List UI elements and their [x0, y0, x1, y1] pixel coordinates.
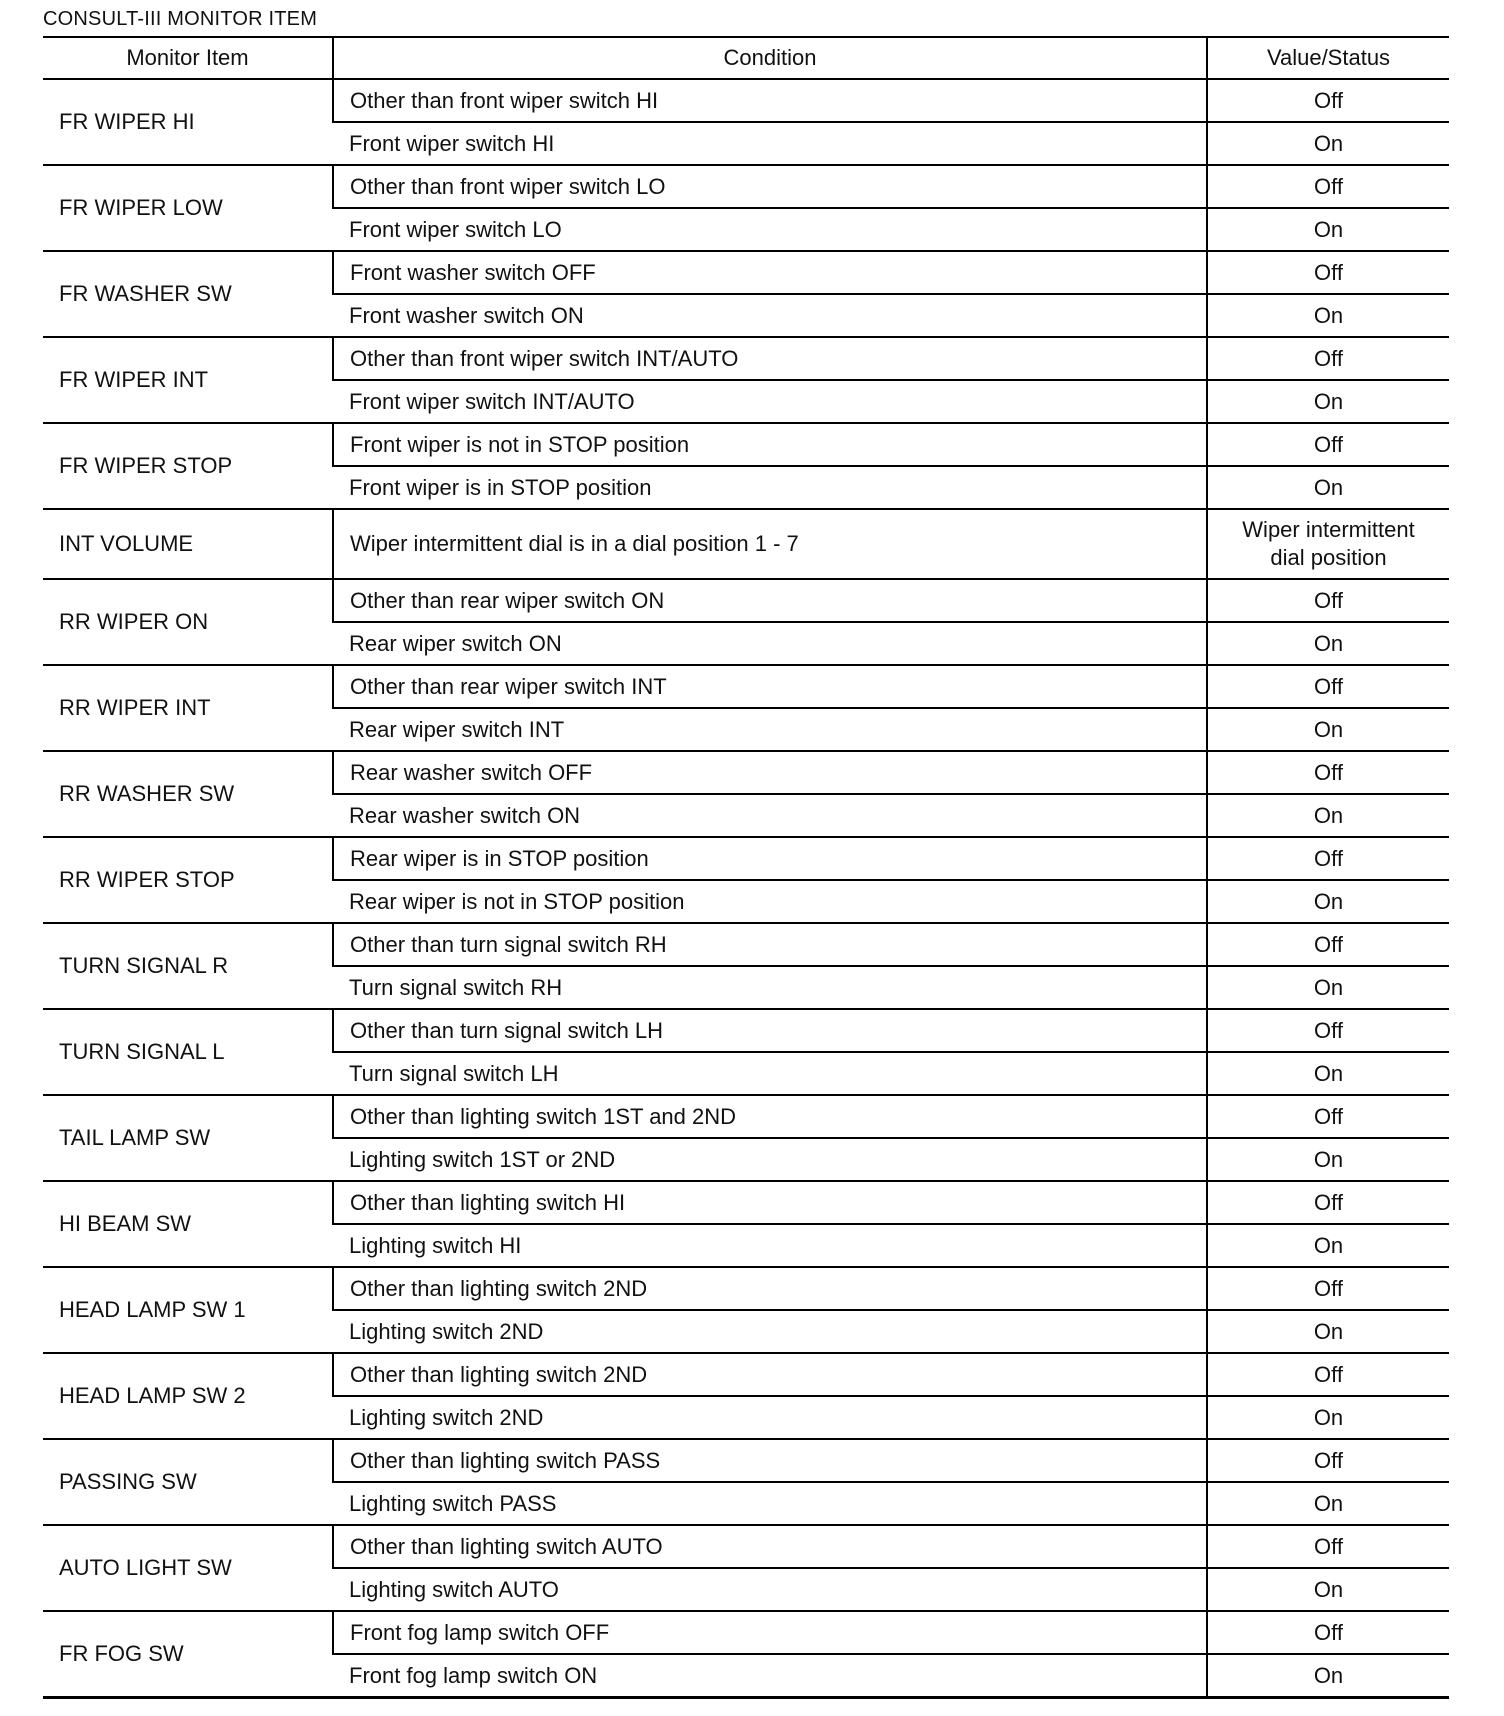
- value-cell: Off: [1207, 251, 1449, 294]
- monitor-item-cell: RR WIPER ON: [43, 579, 333, 665]
- value-cell: Off: [1207, 1353, 1449, 1396]
- value-line: dial position: [1270, 545, 1387, 570]
- value-cell: Off: [1207, 1267, 1449, 1310]
- monitor-item-cell: TURN SIGNAL L: [43, 1009, 333, 1095]
- value-cell: On: [1207, 208, 1449, 251]
- monitor-item-cell: RR WASHER SW: [43, 751, 333, 837]
- table-row: [43, 1525, 1449, 1568]
- table-row: [43, 79, 1449, 122]
- value-cell: Off: [1207, 1611, 1449, 1654]
- condition-cell: Lighting switch 2ND: [333, 1396, 1207, 1439]
- condition-cell: Other than front wiper switch LO: [333, 165, 1207, 208]
- condition-cell: Rear wiper switch ON: [333, 622, 1207, 665]
- table-row: [43, 251, 1449, 294]
- condition-cell: Lighting switch 2ND: [333, 1310, 1207, 1353]
- value-cell: On: [1207, 622, 1449, 665]
- condition-cell: Turn signal switch LH: [333, 1052, 1207, 1095]
- value-cell: Off: [1207, 579, 1449, 622]
- column-header-value-status: Value/Status: [1207, 37, 1449, 79]
- condition-cell: Front wiper switch HI: [333, 122, 1207, 165]
- value-cell: On: [1207, 1310, 1449, 1353]
- monitor-item-cell: HEAD LAMP SW 1: [43, 1267, 333, 1353]
- table-row: [43, 1611, 1449, 1654]
- condition-cell: Front wiper is not in STOP position: [333, 423, 1207, 466]
- condition-cell: Other than turn signal switch RH: [333, 923, 1207, 966]
- value-cell: Off: [1207, 79, 1449, 122]
- value-cell: Off: [1207, 665, 1449, 708]
- column-header-monitor-item: Monitor Item: [43, 37, 333, 79]
- value-cell: On: [1207, 294, 1449, 337]
- monitor-item-cell: FR FOG SW: [43, 1611, 333, 1698]
- column-header-condition: Condition: [333, 37, 1207, 79]
- condition-cell: Front fog lamp switch OFF: [333, 1611, 1207, 1654]
- table-row: [43, 837, 1449, 880]
- value-cell: On: [1207, 1138, 1449, 1181]
- monitor-item-cell: HEAD LAMP SW 2: [43, 1353, 333, 1439]
- value-cell: Off: [1207, 1525, 1449, 1568]
- monitor-item-cell: RR WIPER STOP: [43, 837, 333, 923]
- condition-cell: Front fog lamp switch ON: [349, 1662, 598, 1688]
- value-cell: On: [1207, 1052, 1449, 1095]
- condition-cell: Front wiper switch INT/AUTO: [333, 380, 1207, 423]
- condition-cell: Other than rear wiper switch ON: [333, 579, 1207, 622]
- table-row: [43, 665, 1449, 708]
- condition-cell: Other than turn signal switch LH: [333, 1009, 1207, 1052]
- value-cell: On: [1207, 794, 1449, 837]
- condition-cell: Rear wiper is in STOP position: [333, 837, 1207, 880]
- condition-cell: Other than lighting switch 2ND: [333, 1353, 1207, 1396]
- table-row: [43, 1181, 1449, 1224]
- value-cell: On: [1207, 1482, 1449, 1525]
- monitor-item-cell: TAIL LAMP SW: [43, 1095, 333, 1181]
- monitor-item-cell: PASSING SW: [43, 1439, 333, 1525]
- monitor-item-cell: RR WIPER INT: [43, 665, 333, 751]
- table-row: [43, 423, 1449, 466]
- condition-cell: Other than lighting switch HI: [333, 1181, 1207, 1224]
- value-cell: Off: [1207, 751, 1449, 794]
- condition-cell: Rear washer switch OFF: [333, 751, 1207, 794]
- table-row: [43, 751, 1449, 794]
- page-title: CONSULT-III MONITOR ITEM: [43, 8, 318, 30]
- monitor-item-cell: FR WASHER SW: [43, 251, 333, 337]
- condition-cell: Lighting switch PASS: [333, 1482, 1207, 1525]
- table-row: [43, 337, 1449, 380]
- condition-cell: Rear wiper switch INT: [333, 708, 1207, 751]
- table-row: [43, 1267, 1449, 1310]
- value-cell: Off: [1207, 923, 1449, 966]
- value-cell: On: [1207, 966, 1449, 1009]
- condition-cell: Turn signal switch RH: [333, 966, 1207, 1009]
- condition-cell: Front wiper switch LO: [333, 208, 1207, 251]
- condition-cell: Other than front wiper switch INT/AUTO: [333, 337, 1207, 380]
- value-cell: On: [1207, 1224, 1449, 1267]
- monitor-item-cell: FR WIPER INT: [43, 337, 333, 423]
- condition-cell: Other than rear wiper switch INT: [333, 665, 1207, 708]
- value-cell: On: [1207, 708, 1449, 751]
- value-cell: Off: [1207, 1009, 1449, 1052]
- condition-cell: Other than lighting switch 2ND: [333, 1267, 1207, 1310]
- monitor-item-cell: HI BEAM SW: [43, 1181, 333, 1267]
- condition-cell: Other than lighting switch PASS: [333, 1439, 1207, 1482]
- table-row: [43, 1009, 1449, 1052]
- value-cell: Off: [1207, 1181, 1449, 1224]
- table-row: [43, 1095, 1449, 1138]
- condition-cell: Front washer switch OFF: [333, 251, 1207, 294]
- value-cell: On: [1207, 1396, 1449, 1439]
- condition-cell: Rear washer switch ON: [333, 794, 1207, 837]
- monitor-item-cell: TURN SIGNAL R: [43, 923, 333, 1009]
- condition-cell: Lighting switch 1ST or 2ND: [333, 1138, 1207, 1181]
- condition-cell: Other than lighting switch AUTO: [333, 1525, 1207, 1568]
- table-row: [43, 579, 1449, 622]
- monitor-item-cell: FR WIPER HI: [43, 79, 333, 165]
- condition-cell: Lighting switch AUTO: [333, 1568, 1207, 1611]
- value-cell: On: [1207, 1568, 1449, 1611]
- table-row: [43, 165, 1449, 208]
- value-cell: On: [1207, 122, 1449, 165]
- table-row: [43, 509, 1449, 579]
- value-cell: Off: [1207, 1439, 1449, 1482]
- table-row: [43, 1353, 1449, 1396]
- table-row: [43, 1439, 1449, 1482]
- condition-cell: Lighting switch HI: [333, 1224, 1207, 1267]
- monitor-item-cell: AUTO LIGHT SW: [43, 1525, 333, 1611]
- monitor-item-table: [43, 36, 1449, 1699]
- value-cell: On: [1207, 880, 1449, 923]
- condition-cell: Other than lighting switch 1ST and 2ND: [333, 1095, 1207, 1138]
- value-line: Wiper intermittent: [1242, 517, 1415, 542]
- monitor-item-cell: FR WIPER STOP: [43, 423, 333, 509]
- condition-cell: Rear wiper is not in STOP position: [333, 880, 1207, 923]
- header-row: [43, 37, 1449, 79]
- value-cell: Off: [1207, 1095, 1449, 1138]
- value-cell: [1207, 509, 1449, 579]
- value-cell: On: [1207, 380, 1449, 423]
- monitor-item-cell: INT VOLUME: [43, 509, 333, 579]
- value-cell: Off: [1207, 423, 1449, 466]
- condition-cell: Front washer switch ON: [333, 294, 1207, 337]
- table-row: [43, 923, 1449, 966]
- condition-cell: Other than front wiper switch HI: [333, 79, 1207, 122]
- value-cell: Off: [1207, 165, 1449, 208]
- value-cell: On: [1207, 466, 1449, 509]
- value-cell: Off: [1207, 837, 1449, 880]
- monitor-item-cell: FR WIPER LOW: [43, 165, 333, 251]
- condition-cell: Front wiper is in STOP position: [333, 466, 1207, 509]
- value-cell: On: [1207, 1654, 1449, 1698]
- condition-cell: Wiper intermittent dial is in a dial position 1 - 7: [333, 509, 1207, 579]
- value-cell: Off: [1207, 337, 1449, 380]
